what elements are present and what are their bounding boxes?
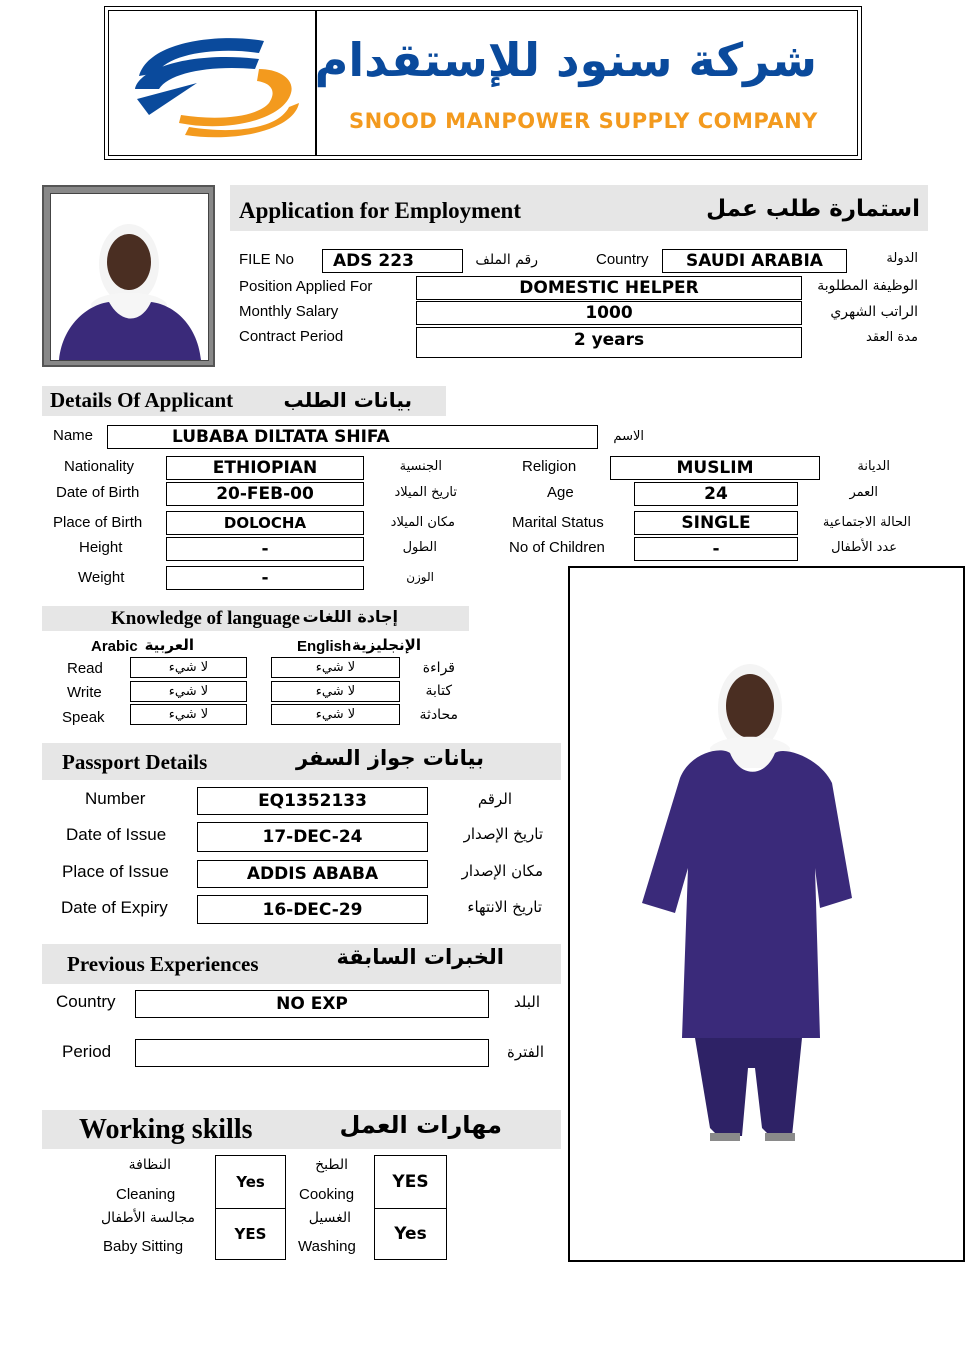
issue-date-field: 17-DEC-24: [197, 822, 428, 852]
age-label: Age: [547, 484, 574, 501]
read-english-field: لا شيء: [271, 657, 400, 678]
file-no-label: FILE No: [239, 251, 295, 268]
dob-field: 20-FEB-00: [166, 482, 364, 506]
washing-value: Yes: [374, 1208, 447, 1260]
pob-field: DOLOCHA: [166, 511, 364, 535]
arabic-col-label-ar: العربية: [144, 636, 194, 654]
cooking-label-ar: الطبخ: [315, 1157, 348, 1173]
marital-field: SINGLE: [634, 511, 798, 535]
passport-number-label-ar: الرقم: [477, 790, 512, 808]
age-field: 24: [634, 482, 798, 506]
passport-title-ar: بيانات جواز السفر: [295, 746, 484, 770]
exp-period-field: [135, 1039, 489, 1067]
salary-field: 1000: [416, 301, 802, 325]
application-title-en: Application for Employment: [239, 198, 521, 223]
applicant-photo-frame: [42, 185, 215, 367]
file-no-field: ADS 223: [322, 249, 463, 273]
expiry-label: Date of Expiry: [61, 898, 168, 917]
skills-title-ar: مهارات العمل: [339, 1111, 502, 1139]
passport-title-en: Passport Details: [62, 750, 208, 774]
cleaning-value: Yes: [215, 1155, 286, 1209]
passport-number-label: Number: [85, 789, 146, 808]
height-label: Height: [79, 539, 123, 556]
company-logo-icon: [109, 11, 315, 155]
skills-title-en: Working skills: [79, 1114, 253, 1145]
pob-label-ar: مكان الميلاد: [390, 515, 455, 530]
position-label-ar: الوظيفة المطلوبة: [817, 278, 918, 294]
babysitting-label-ar: مجالسة الأطفال: [100, 1210, 195, 1226]
expiry-label-ar: تاريخ الانتهاء: [467, 898, 542, 916]
age-label-ar: العمر: [849, 485, 878, 500]
position-field: DOMESTIC HELPER: [416, 276, 802, 300]
exp-country-label-ar: البلد: [513, 993, 540, 1011]
position-label: Position Applied For: [239, 278, 373, 295]
cooking-value: YES: [374, 1155, 447, 1209]
company-name-english: SNOOD MANPOWER SUPPLY COMPANY: [349, 109, 818, 133]
weight-label-ar: الوزن: [406, 570, 434, 584]
marital-label-ar: الحالة الاجتماعية: [822, 515, 911, 530]
company-name-cell: [316, 10, 858, 156]
english-col-label: English: [297, 638, 352, 655]
exp-period-label: Period: [62, 1042, 112, 1061]
cleaning-label-ar: النظافة: [128, 1157, 171, 1173]
language-title-ar: إجادة اللغات: [302, 607, 398, 626]
height-field: -: [166, 537, 364, 561]
nationality-field: ETHIOPIAN: [166, 456, 364, 480]
weight-label: Weight: [78, 569, 125, 586]
speak-english-field: لا شيء: [271, 704, 400, 725]
read-arabic-field: لا شيء: [130, 657, 247, 678]
cleaning-label: Cleaning: [116, 1186, 176, 1203]
applicant-title-en: Details Of Applicant: [50, 388, 234, 412]
contract-field: 2 years: [416, 327, 802, 358]
logo-cell: [108, 10, 316, 156]
weight-field: -: [166, 566, 364, 590]
salary-label: Monthly Salary: [239, 303, 339, 320]
write-arabic-field: لا شيء: [130, 681, 247, 702]
nationality-label-ar: الجنسية: [399, 459, 442, 474]
applicant-title-ar: بيانات الطلب: [283, 388, 412, 412]
name-label-ar: الاسم: [613, 429, 644, 444]
write-english-field: لا شيء: [271, 681, 400, 702]
washing-label: Washing: [298, 1238, 356, 1255]
country-label-ar: الدولة: [886, 251, 918, 266]
cooking-label: Cooking: [299, 1186, 355, 1203]
dob-label-ar: تاريخ الميلاد: [394, 485, 457, 500]
read-label: Read: [67, 660, 103, 677]
babysitting-value: YES: [215, 1208, 286, 1260]
experience-title-ar: الخبرات السابقة: [336, 945, 504, 969]
experience-title-en: Previous Experiences: [67, 952, 259, 976]
issue-place-label-ar: مكان الإصدار: [461, 862, 543, 880]
write-label: Write: [67, 684, 102, 701]
company-name-arabic: شركة سنود للإستقدام: [314, 33, 817, 87]
contract-label: Contract Period: [239, 328, 344, 345]
religion-field: MUSLIM: [610, 456, 820, 480]
babysitting-label: Baby Sitting: [103, 1238, 184, 1255]
speak-arabic-field: لا شيء: [130, 704, 247, 725]
issue-place-field: ADDIS ABABA: [197, 860, 428, 888]
name-field: LUBABA DILTATA SHIFA: [107, 425, 598, 449]
children-label-ar: عدد الأطفال: [831, 540, 897, 555]
height-label-ar: الطول: [402, 540, 437, 555]
application-title-ar: استمارة طلب عمل: [706, 196, 920, 222]
religion-label-ar: الديانة: [857, 459, 890, 474]
children-field: -: [634, 537, 798, 561]
issue-date-label-ar: تاريخ الإصدار: [463, 825, 543, 843]
issue-place-label: Place of Issue: [62, 862, 169, 881]
read-label-ar: قراءة: [422, 660, 455, 676]
applicant-fullbody-icon: [570, 568, 963, 1260]
name-label: Name: [53, 427, 94, 444]
applicant-fullbody-photo: [568, 566, 965, 1262]
country-field: SAUDI ARABIA: [662, 249, 847, 273]
issue-date-label: Date of Issue: [66, 825, 167, 844]
children-label: No of Children: [509, 539, 605, 556]
contract-label-ar: مدة العقد: [866, 330, 918, 345]
speak-label-ar: محادثة: [419, 707, 458, 723]
expiry-field: 16-DEC-29: [197, 895, 428, 924]
write-label-ar: كتابة: [425, 683, 452, 699]
file-no-label-ar: رقم الملف: [475, 252, 538, 268]
country-label: Country: [596, 251, 649, 268]
marital-label: Marital Status: [512, 514, 604, 531]
header-frame: [104, 6, 862, 160]
dob-label: Date of Birth: [56, 484, 140, 501]
washing-label-ar: الغسيل: [308, 1210, 351, 1226]
english-col-label-ar: الإنجليزية: [351, 636, 421, 654]
language-title-en: Knowledge of language: [111, 608, 300, 629]
pob-label: Place of Birth: [53, 514, 143, 531]
exp-country-label: Country: [56, 992, 116, 1011]
applicant-photo: [50, 193, 209, 361]
passport-number-field: EQ1352133: [197, 787, 428, 815]
salary-label-ar: الراتب الشهري: [830, 304, 918, 320]
exp-country-field: NO EXP: [135, 990, 489, 1018]
applicant-portrait-icon: [51, 194, 208, 360]
speak-label: Speak: [62, 709, 105, 726]
religion-label: Religion: [522, 458, 577, 475]
arabic-col-label: Arabic: [91, 638, 138, 655]
exp-period-label-ar: الفترة: [507, 1043, 544, 1061]
nationality-label: Nationality: [64, 458, 135, 475]
